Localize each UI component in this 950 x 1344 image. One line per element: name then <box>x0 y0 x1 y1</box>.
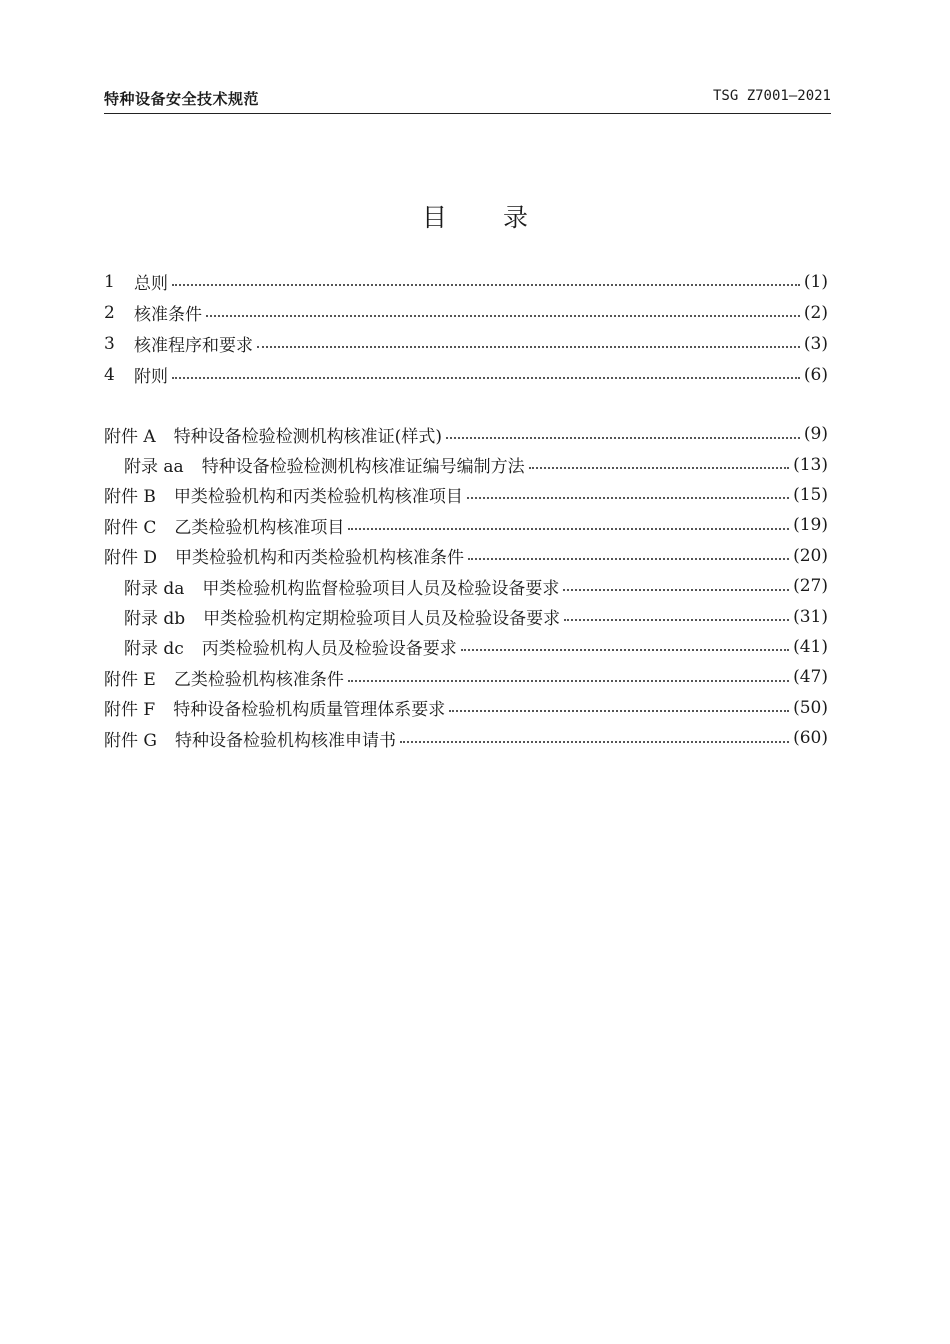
toc-annex-entry[interactable] <box>104 419 828 449</box>
toc-entry-label: 甲类检验机构和丙类检验机构核准条件 <box>175 548 465 569</box>
toc-entry-label: 乙类检验机构核准条件 <box>173 669 344 690</box>
toc-entry-page: (3) <box>803 333 828 354</box>
toc-entry-number: 3 <box>104 333 115 354</box>
toc-leader-dots <box>467 496 789 499</box>
toc-section-entry[interactable] <box>104 359 828 390</box>
toc-entry-label: 甲类检验机构定期检验项目人员及检验设备要求 <box>203 609 561 630</box>
toc-annexes <box>104 419 828 753</box>
toc-entry-label: 附则 <box>134 367 168 387</box>
toc-entry-page: (41) <box>793 636 828 657</box>
toc-entry-label: 乙类检验机构核准项目 <box>174 517 345 538</box>
header-rule <box>104 113 831 114</box>
toc-leader-dots <box>257 345 800 348</box>
toc-entry-page: (2) <box>803 302 828 323</box>
toc-section-entry[interactable] <box>104 328 828 359</box>
toc-entry-number: 附录 da <box>124 578 185 599</box>
toc-entry-number: 附件 F <box>104 700 156 721</box>
toc-leader-dots <box>348 679 789 682</box>
toc-leader-dots <box>563 588 789 591</box>
toc-entry-page: (19) <box>793 515 828 536</box>
toc-entry-number: 附录 db <box>124 609 186 630</box>
header-series-title: 特种设备安全技术规范 <box>104 90 260 108</box>
toc-entry-number: 附件 A <box>104 426 156 447</box>
toc-leader-dots <box>172 283 800 286</box>
toc-entry-number: 附件 C <box>104 517 157 538</box>
toc-leader-dots <box>400 740 789 743</box>
toc-entry-label: 特种设备检验机构核准申请书 <box>174 730 396 751</box>
toc-entry-label: 总则 <box>134 274 168 294</box>
page-title: 目录 <box>421 203 584 232</box>
toc-leader-dots <box>468 557 789 560</box>
header-standard-code: TSG Z7001—2021 <box>712 88 831 104</box>
toc-leader-dots <box>564 618 789 621</box>
running-header <box>104 88 831 110</box>
toc-entry-label: 特种设备检验检测机构核准证(样式) <box>173 426 442 447</box>
toc-entry-page: (9) <box>803 424 828 445</box>
toc-entry-label: 丙类检验机构人员及检验设备要求 <box>201 639 457 660</box>
toc-leader-dots <box>348 527 789 530</box>
toc-leader-dots <box>206 314 800 317</box>
toc-entry-number: 附件 E <box>104 669 156 690</box>
toc-section-entry[interactable] <box>104 297 828 328</box>
toc-entry-label: 特种设备检验检测机构核准证编号编制方法 <box>201 457 525 478</box>
toc-entry-number: 附件 G <box>104 730 157 751</box>
toc-annex-entry[interactable] <box>104 571 828 601</box>
toc-entry-number: 附录 dc <box>124 639 184 660</box>
toc-entry-label: 甲类检验机构监督检验项目人员及检验设备要求 <box>202 578 560 599</box>
toc-annex-entry[interactable] <box>104 480 828 510</box>
toc-entry-label: 特种设备检验机构质量管理体系要求 <box>173 700 446 721</box>
toc-leader-dots <box>461 648 789 651</box>
toc-entry-number: 2 <box>104 302 115 323</box>
toc-entry-page: (15) <box>793 484 828 505</box>
toc-entry-label: 核准程序和要求 <box>134 336 253 356</box>
toc-leader-dots <box>446 436 800 439</box>
toc-entry-number: 4 <box>104 364 115 385</box>
toc-entry-label: 核准条件 <box>134 305 202 325</box>
toc-annex-entry[interactable] <box>104 693 828 723</box>
toc-section-entry[interactable] <box>104 266 828 297</box>
toc-entry-page: (27) <box>793 576 828 597</box>
toc-entry-page: (47) <box>793 667 828 688</box>
toc-entry-page: (60) <box>793 728 828 749</box>
toc-annex-entry[interactable] <box>104 632 828 662</box>
toc-leader-dots <box>529 466 789 469</box>
toc-entry-page: (50) <box>793 697 828 718</box>
toc-leader-dots <box>172 376 800 379</box>
toc-entry-page: (1) <box>803 271 828 292</box>
toc-entry-label: 甲类检验机构和丙类检验机构核准项目 <box>173 487 463 508</box>
toc-leader-dots <box>449 709 789 712</box>
toc-annex-entry[interactable] <box>104 723 828 753</box>
toc-annex-entry[interactable] <box>104 510 828 540</box>
toc-entry-number: 附件 B <box>104 487 156 508</box>
toc-entry-page: (13) <box>793 454 828 475</box>
toc-entry-page: (31) <box>793 606 828 627</box>
toc-annex-entry[interactable] <box>104 541 828 571</box>
toc-sections <box>104 266 828 390</box>
toc-entry-number: 附录 aa <box>124 457 184 478</box>
toc-entry-number: 附件 D <box>104 548 158 569</box>
toc-annex-entry[interactable] <box>104 449 828 479</box>
toc-annex-entry[interactable] <box>104 662 828 692</box>
toc-entry-number: 1 <box>104 271 115 292</box>
toc-entry-page: (20) <box>793 545 828 566</box>
toc-annex-entry[interactable] <box>104 601 828 631</box>
toc-entry-page: (6) <box>803 364 828 385</box>
